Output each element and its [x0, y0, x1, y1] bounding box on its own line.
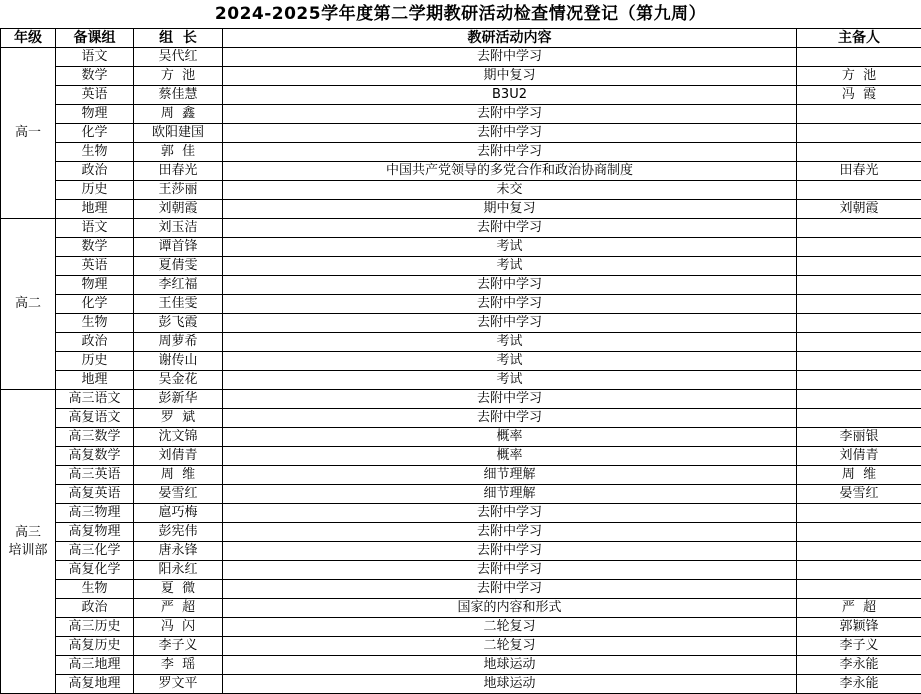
table-row — [1, 314, 921, 333]
group-cell: 英语 — [56, 257, 134, 276]
leader-cell: 蔡佳慧 — [134, 86, 223, 105]
content-cell: 概率 — [223, 447, 797, 466]
content-cell: 去附中学习 — [223, 561, 797, 580]
content-cell: 考试 — [223, 352, 797, 371]
preparer-cell — [797, 504, 921, 523]
table-row — [1, 447, 921, 466]
leader-cell: 吴代红 — [134, 48, 223, 67]
group-cell: 地理 — [56, 371, 134, 390]
content-cell: 二轮复习 — [223, 637, 797, 656]
group-cell: 高复英语 — [56, 485, 134, 504]
leader-cell: 田春光 — [134, 162, 223, 181]
leader-cell: 沈文锦 — [134, 428, 223, 447]
preparer-cell — [797, 561, 921, 580]
leader-cell: 彭飞霞 — [134, 314, 223, 333]
leader-cell: 罗文平 — [134, 675, 223, 694]
group-cell: 高三英语 — [56, 466, 134, 485]
preparer-cell — [797, 48, 921, 67]
content-cell: 去附中学习 — [223, 295, 797, 314]
table-header-row — [1, 29, 921, 48]
content-cell: 期中复习 — [223, 67, 797, 86]
preparer-cell — [797, 314, 921, 333]
group-cell: 高复化学 — [56, 561, 134, 580]
preparer-cell: 李永能 — [797, 675, 921, 694]
leader-cell: 欧阳建国 — [134, 124, 223, 143]
table-row — [1, 542, 921, 561]
preparer-cell — [797, 580, 921, 599]
group-cell: 语文 — [56, 48, 134, 67]
group-cell: 生物 — [56, 314, 134, 333]
header-content: 教研活动内容 — [223, 29, 797, 48]
content-cell: 未交 — [223, 181, 797, 200]
group-cell: 高三地理 — [56, 656, 134, 675]
group-cell: 高复数学 — [56, 447, 134, 466]
preparer-cell — [797, 124, 921, 143]
leader-cell: 冯 闪 — [134, 618, 223, 637]
content-cell: 考试 — [223, 371, 797, 390]
group-cell: 英语 — [56, 86, 134, 105]
preparer-cell: 周 维 — [797, 466, 921, 485]
group-cell: 高三化学 — [56, 542, 134, 561]
preparer-cell: 刘倩青 — [797, 447, 921, 466]
table-row — [1, 162, 921, 181]
group-cell: 语文 — [56, 219, 134, 238]
table-row — [1, 599, 921, 618]
table-row — [1, 181, 921, 200]
preparer-cell: 郭颖锋 — [797, 618, 921, 637]
header-grade: 年级 — [1, 29, 56, 48]
header-preparer: 主备人 — [797, 29, 921, 48]
leader-cell: 方 池 — [134, 67, 223, 86]
content-cell: 去附中学习 — [223, 542, 797, 561]
content-cell: 二轮复习 — [223, 618, 797, 637]
group-cell: 高三历史 — [56, 618, 134, 637]
header-group: 备课组 — [56, 29, 134, 48]
leader-cell: 刘朝霞 — [134, 200, 223, 219]
leader-cell: 吴金花 — [134, 371, 223, 390]
leader-cell: 夏倩雯 — [134, 257, 223, 276]
table-row — [1, 371, 921, 390]
leader-cell: 周 鑫 — [134, 105, 223, 124]
content-cell: 去附中学习 — [223, 48, 797, 67]
table-row — [1, 238, 921, 257]
preparer-cell: 李子义 — [797, 637, 921, 656]
content-cell: 去附中学习 — [223, 504, 797, 523]
table-row — [1, 637, 921, 656]
group-cell: 政治 — [56, 599, 134, 618]
table-row — [1, 409, 921, 428]
leader-cell: 扈巧梅 — [134, 504, 223, 523]
leader-cell: 唐永锋 — [134, 542, 223, 561]
table-row — [1, 675, 921, 694]
group-cell: 高三数学 — [56, 428, 134, 447]
table-row — [1, 618, 921, 637]
table-row — [1, 143, 921, 162]
leader-cell: 彭新华 — [134, 390, 223, 409]
content-cell: 中国共产党领导的多党合作和政治协商制度 — [223, 162, 797, 181]
table-row — [1, 200, 921, 219]
content-cell: 概率 — [223, 428, 797, 447]
group-cell: 生物 — [56, 143, 134, 162]
preparer-cell — [797, 276, 921, 295]
preparer-cell — [797, 105, 921, 124]
content-cell: 地球运动 — [223, 656, 797, 675]
leader-cell: 夏 微 — [134, 580, 223, 599]
preparer-cell — [797, 409, 921, 428]
leader-cell: 晏雪红 — [134, 485, 223, 504]
preparer-cell — [797, 333, 921, 352]
table-row — [1, 428, 921, 447]
grade-cell: 高一 — [1, 48, 56, 219]
table-row — [1, 390, 921, 409]
preparer-cell: 严 超 — [797, 599, 921, 618]
leader-cell: 谢传山 — [134, 352, 223, 371]
table-row — [1, 561, 921, 580]
content-cell: 考试 — [223, 238, 797, 257]
group-cell: 化学 — [56, 124, 134, 143]
preparer-cell — [797, 390, 921, 409]
table-row — [1, 86, 921, 105]
table-row — [1, 124, 921, 143]
group-cell: 化学 — [56, 295, 134, 314]
content-cell: 期中复习 — [223, 200, 797, 219]
preparer-cell: 田春光 — [797, 162, 921, 181]
content-cell: 考试 — [223, 257, 797, 276]
table-body — [1, 48, 921, 694]
activity-table — [0, 28, 921, 694]
leader-cell: 谭首锋 — [134, 238, 223, 257]
preparer-cell: 方 池 — [797, 67, 921, 86]
group-cell: 生物 — [56, 580, 134, 599]
content-cell: 去附中学习 — [223, 523, 797, 542]
leader-cell: 王莎丽 — [134, 181, 223, 200]
table-row — [1, 333, 921, 352]
group-cell: 历史 — [56, 352, 134, 371]
table-row — [1, 523, 921, 542]
leader-cell: 周萝希 — [134, 333, 223, 352]
leader-cell: 阳永红 — [134, 561, 223, 580]
table-row — [1, 295, 921, 314]
grade-cell: 高三 培训部 — [1, 390, 56, 694]
content-cell: 细节理解 — [223, 466, 797, 485]
page-title: 2024-2025学年度第二学期教研活动检查情况登记（第九周） — [0, 0, 921, 28]
table-row — [1, 105, 921, 124]
table-row — [1, 352, 921, 371]
preparer-cell — [797, 352, 921, 371]
table-row — [1, 48, 921, 67]
grade-cell: 高二 — [1, 219, 56, 390]
table-row — [1, 466, 921, 485]
table-row — [1, 67, 921, 86]
group-cell: 高复物理 — [56, 523, 134, 542]
leader-cell: 李子义 — [134, 637, 223, 656]
preparer-cell: 李丽银 — [797, 428, 921, 447]
group-cell: 高复地理 — [56, 675, 134, 694]
group-cell: 历史 — [56, 181, 134, 200]
content-cell: 去附中学习 — [223, 580, 797, 599]
content-cell: 去附中学习 — [223, 105, 797, 124]
table-row — [1, 276, 921, 295]
leader-cell: 周 维 — [134, 466, 223, 485]
leader-cell: 郭 佳 — [134, 143, 223, 162]
leader-cell: 刘玉洁 — [134, 219, 223, 238]
content-cell: 去附中学习 — [223, 314, 797, 333]
preparer-cell — [797, 257, 921, 276]
group-cell: 高复历史 — [56, 637, 134, 656]
group-cell: 物理 — [56, 276, 134, 295]
content-cell: 地球运动 — [223, 675, 797, 694]
content-cell: 去附中学习 — [223, 124, 797, 143]
content-cell: 去附中学习 — [223, 390, 797, 409]
leader-cell: 王佳雯 — [134, 295, 223, 314]
content-cell: 考试 — [223, 333, 797, 352]
table-row — [1, 504, 921, 523]
leader-cell: 李 瑶 — [134, 656, 223, 675]
group-cell: 高三语文 — [56, 390, 134, 409]
preparer-cell — [797, 542, 921, 561]
preparer-cell — [797, 143, 921, 162]
table-row — [1, 257, 921, 276]
preparer-cell: 冯 霞 — [797, 86, 921, 105]
leader-cell: 罗 斌 — [134, 409, 223, 428]
table-row — [1, 656, 921, 675]
leader-cell: 严 超 — [134, 599, 223, 618]
preparer-cell — [797, 523, 921, 542]
preparer-cell — [797, 219, 921, 238]
group-cell: 高复语文 — [56, 409, 134, 428]
preparer-cell: 晏雪红 — [797, 485, 921, 504]
preparer-cell — [797, 371, 921, 390]
content-cell: 去附中学习 — [223, 276, 797, 295]
content-cell: B3U2 — [223, 86, 797, 105]
leader-cell: 刘倩青 — [134, 447, 223, 466]
content-cell: 去附中学习 — [223, 219, 797, 238]
leader-cell: 李红福 — [134, 276, 223, 295]
preparer-cell — [797, 238, 921, 257]
group-cell: 物理 — [56, 105, 134, 124]
group-cell: 政治 — [56, 333, 134, 352]
content-cell: 国家的内容和形式 — [223, 599, 797, 618]
group-cell: 数学 — [56, 238, 134, 257]
table-row — [1, 580, 921, 599]
preparer-cell: 刘朝霞 — [797, 200, 921, 219]
content-cell: 去附中学习 — [223, 409, 797, 428]
leader-cell: 彭宪伟 — [134, 523, 223, 542]
group-cell: 高三物理 — [56, 504, 134, 523]
content-cell: 细节理解 — [223, 485, 797, 504]
group-cell: 地理 — [56, 200, 134, 219]
group-cell: 数学 — [56, 67, 134, 86]
table-row — [1, 485, 921, 504]
table-row — [1, 219, 921, 238]
preparer-cell: 李永能 — [797, 656, 921, 675]
header-leader: 组 长 — [134, 29, 223, 48]
content-cell: 去附中学习 — [223, 143, 797, 162]
group-cell: 政治 — [56, 162, 134, 181]
preparer-cell — [797, 181, 921, 200]
preparer-cell — [797, 295, 921, 314]
